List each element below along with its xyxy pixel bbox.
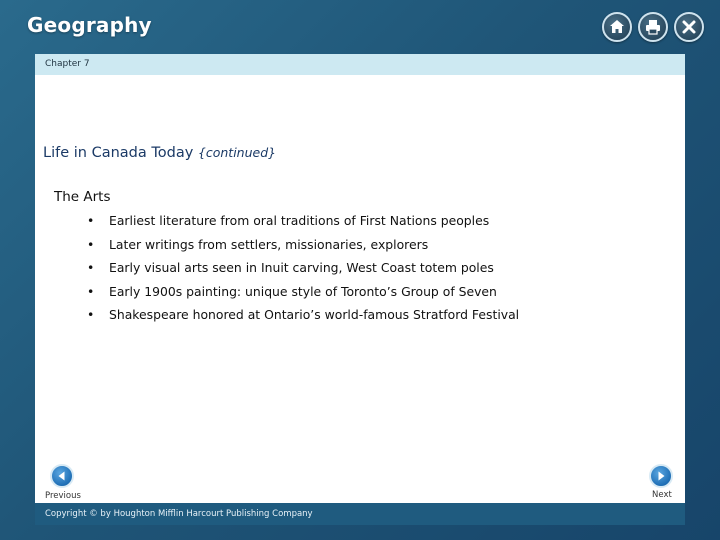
bullet-text: Early visual arts seen in Inuit carving, West Coast totem poles (109, 260, 494, 275)
bullet-marker: • (87, 283, 95, 299)
print-button[interactable] (638, 12, 668, 42)
footer-bar (35, 503, 685, 525)
list-item (87, 237, 519, 261)
previous-label[interactable]: Previous (45, 491, 81, 501)
app-title: Geography (27, 13, 152, 37)
bullet-text: Shakespeare honored at Ontario’s world-famous Stratford Festival (109, 307, 520, 322)
chapter-bar (35, 54, 685, 75)
bullet-marker: • (87, 236, 95, 252)
list-item (87, 213, 519, 237)
close-icon (681, 19, 697, 35)
section-subheading: The Arts (54, 189, 111, 205)
heading-note: {continued} (197, 145, 277, 160)
slide-heading (43, 145, 276, 161)
copyright-text: Copyright © by Houghton Mifflin Harcourt Publishing Company (45, 509, 313, 519)
print-icon (644, 18, 662, 36)
list-item (87, 260, 519, 284)
home-button[interactable] (602, 12, 632, 42)
top-toolbar (602, 12, 704, 42)
bullet-text: Early 1900s painting: unique style of Toronto’s Group of Seven (109, 283, 497, 299)
home-icon (608, 18, 626, 36)
arrow-left-icon (56, 470, 68, 482)
bullet-marker: • (87, 260, 95, 275)
bullet-text: Later writings from settlers, missionaries, explorers (109, 236, 429, 252)
list-item (87, 307, 519, 331)
list-item (87, 284, 519, 308)
arrow-right-icon (655, 470, 667, 482)
bullet-list (87, 213, 519, 331)
close-button[interactable] (674, 12, 704, 42)
bullet-text: Earliest literature from oral traditions of First Nations peoples (109, 213, 490, 228)
heading-text: Life in Canada Today (43, 145, 194, 161)
chapter-label: Chapter 7 (45, 59, 90, 69)
next-button[interactable] (649, 464, 673, 488)
bullet-marker: • (87, 213, 95, 228)
bullet-marker: • (87, 307, 95, 322)
slide-content (35, 75, 685, 503)
next-label[interactable]: Next (652, 490, 672, 500)
previous-button[interactable] (50, 464, 74, 488)
